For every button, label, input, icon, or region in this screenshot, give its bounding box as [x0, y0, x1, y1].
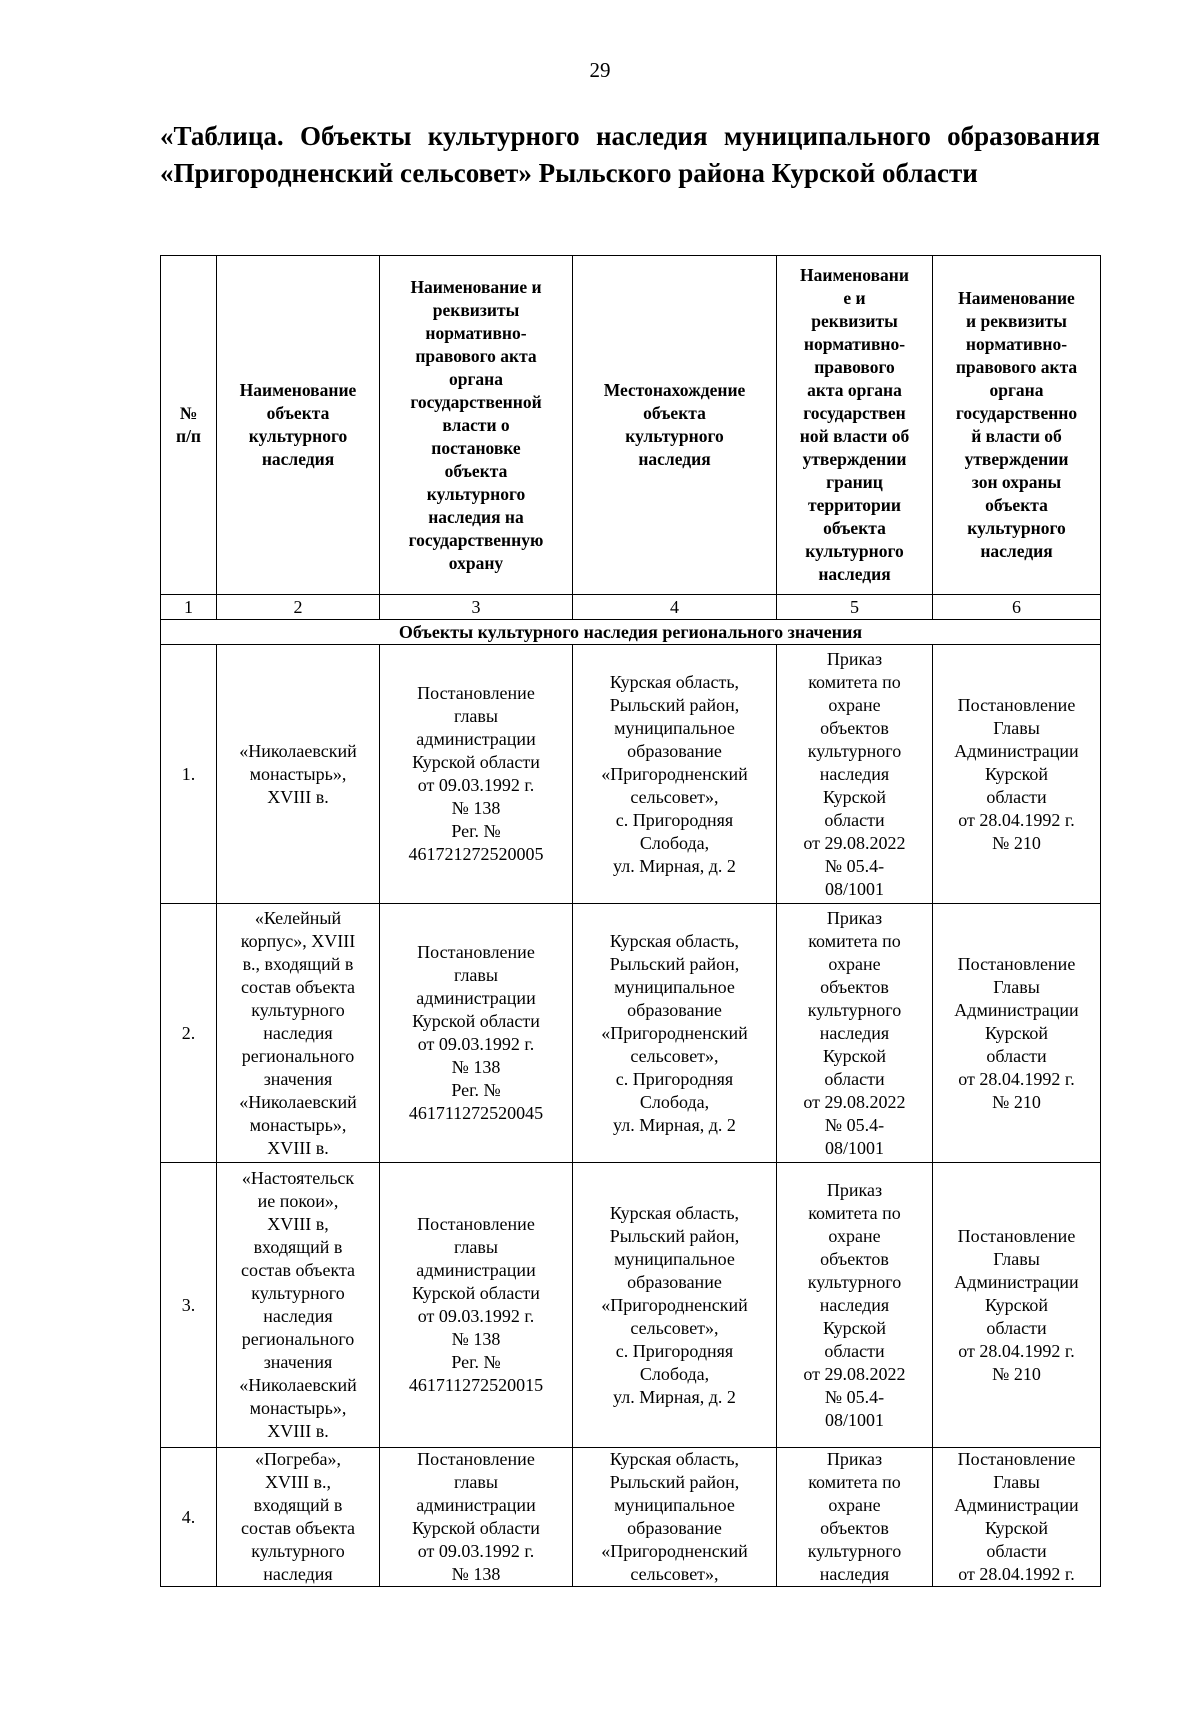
- object-location: Курская область, Рыльский район, муниципальное образование «Пригородненский сельсовет», с. Пригородняя Слобода, ул. Мирная, д. 2: [573, 904, 777, 1163]
- object-name: «Келейный корпус», XVIII в., входящий в состав объекта культурного наследия регионального значения «Николаевский монастырь», XVIII в.: [217, 904, 380, 1163]
- column-number: 4: [573, 595, 777, 620]
- zones-act: Постановление Главы Администрации Курской области от 28.04.1992 г.: [933, 1448, 1101, 1587]
- table-row: [161, 904, 1101, 1163]
- row-number: 4.: [161, 1448, 217, 1587]
- object-name: «Николаевский монастырь», XVIII в.: [217, 645, 380, 904]
- header-location: Местонахождение объекта культурного наследия: [573, 256, 777, 595]
- boundaries-act: Приказ комитета по охране объектов культурного наследия Курской области от 29.08.2022 № 05.4- 08/1001: [777, 904, 933, 1163]
- header-boundaries-act: Наименовани е и реквизиты нормативно- правового акта органа государствен ной власти об утверждении границ территории объекта культурного наследия: [777, 256, 933, 595]
- protection-act: Постановление главы администрации Курской области от 09.03.1992 г. № 138 Рег. № 461721272520005: [380, 645, 573, 904]
- section-title: Объекты культурного наследия регионального значения: [161, 620, 1101, 645]
- column-number: 6: [933, 595, 1101, 620]
- column-number: 3: [380, 595, 573, 620]
- protection-act: Постановление главы администрации Курской области от 09.03.1992 г. № 138: [380, 1448, 573, 1587]
- column-number: 2: [217, 595, 380, 620]
- table-row: [161, 1448, 1101, 1587]
- zones-act: Постановление Главы Администрации Курской области от 28.04.1992 г. № 210: [933, 904, 1101, 1163]
- section-row: [161, 620, 1101, 645]
- table-row: [161, 645, 1101, 904]
- object-location: Курская область, Рыльский район, муниципальное образование «Пригородненский сельсовет», с. Пригородняя Слобода, ул. Мирная, д. 2: [573, 1163, 777, 1448]
- header-object-name: Наименование объекта культурного наследия: [217, 256, 380, 595]
- object-location: Курская область, Рыльский район, муниципальное образование «Пригородненский сельсовет», с. Пригородняя Слобода, ул. Мирная, д. 2: [573, 645, 777, 904]
- table-header-row: [161, 256, 1101, 595]
- zones-act: Постановление Главы Администрации Курской области от 28.04.1992 г. № 210: [933, 1163, 1101, 1448]
- boundaries-act: Приказ комитета по охране объектов культурного наследия: [777, 1448, 933, 1587]
- document-title: «Таблица. Объекты культурного наследия муниципального образования «Пригородненский сельсовет» Рыльского района Курской области: [160, 121, 1100, 188]
- protection-act: Постановление главы администрации Курской области от 09.03.1992 г. № 138 Рег. № 461711272520015: [380, 1163, 573, 1448]
- page-number: 29: [589, 58, 611, 82]
- boundaries-act: Приказ комитета по охране объектов культурного наследия Курской области от 29.08.2022 № 05.4- 08/1001: [777, 645, 933, 904]
- protection-act: Постановление главы администрации Курской области от 09.03.1992 г. № 138 Рег. № 461711272520045: [380, 904, 573, 1163]
- row-number: 1.: [161, 645, 217, 904]
- object-name: «Погреба», XVIII в., входящий в состав объекта культурного наследия: [217, 1448, 380, 1587]
- header-zones-act: Наименование и реквизиты нормативно- правового акта органа государственно й власти об утверждении зон охраны объекта культурного наследия: [933, 256, 1101, 595]
- heritage-objects-table: [160, 255, 1101, 1587]
- zones-act: Постановление Главы Администрации Курской области от 28.04.1992 г. № 210: [933, 645, 1101, 904]
- boundaries-act: Приказ комитета по охране объектов культурного наследия Курской области от 29.08.2022 № 05.4- 08/1001: [777, 1163, 933, 1448]
- row-number: 2.: [161, 904, 217, 1163]
- column-numbers-row: [161, 595, 1101, 620]
- table-row: [161, 1163, 1101, 1448]
- column-number: 5: [777, 595, 933, 620]
- header-number: № п/п: [161, 256, 217, 595]
- row-number: 3.: [161, 1163, 217, 1448]
- object-location: Курская область, Рыльский район, муниципальное образование «Пригородненский сельсовет»,: [573, 1448, 777, 1587]
- object-name: «Настоятельск ие покои», XVIII в, входящий в состав объекта культурного наследия регионального значения «Николаевский монастырь», XVIII в.: [217, 1163, 380, 1448]
- column-number: 1: [161, 595, 217, 620]
- header-protection-act: Наименование и реквизиты нормативно- правового акта органа государственной власти о постановке объекта культурного наследия на государственную охрану: [380, 256, 573, 595]
